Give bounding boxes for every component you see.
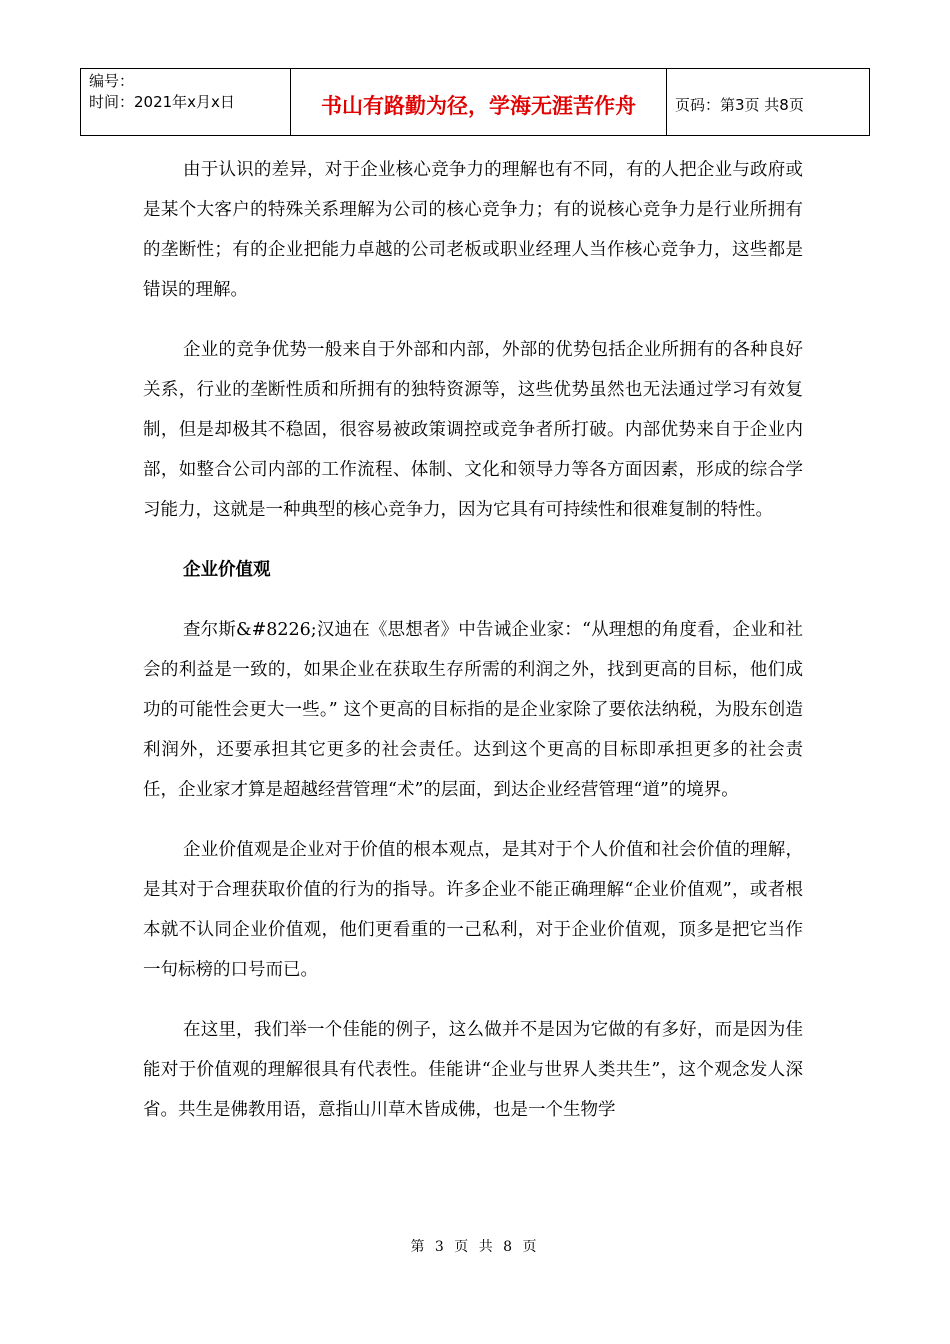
header-motto: 书山有路勤为径，学海无涯苦作舟 — [291, 69, 667, 136]
body-paragraph: 查尔斯&#8226;汉迪在《思想者》中告诫企业家：“从理想的角度看，企业和社会的利益是一致的，如果企业在获取生存所需的利润之外，找到更高的目标，他们成功的可能性会更大一些。” 这个更高的目标指的是企业家除了要依法纳税，为股东创造利润外，还要承担其它更多的社会责任。达到这个更高的目标即承担更多的社会责任，企业家才算是超越经营管理“术”的层面，到达企业经营管理“道”的境界。 — [143, 620, 803, 800]
document-time-label: 时间：2021年x月x日 — [89, 93, 235, 111]
document-body — [143, 150, 803, 1150]
document-number-label: 编号： — [89, 72, 135, 90]
document-header — [80, 68, 870, 136]
body-paragraph: 由于认识的差异，对于企业核心竞争力的理解也有不同，有的人把企业与政府或是某个大客户的特殊关系理解为公司的核心竞争力；有的说核心竞争力是行业所拥有的垄断性；有的企业把能力卓越的公司老板或职业经理人当作核心竞争力，这些都是错误的理解。 — [143, 160, 803, 300]
body-paragraph: 企业的竞争优势一般来自于外部和内部，外部的优势包括企业所拥有的各种良好关系，行业的垄断性质和所拥有的独特资源等，这些优势虽然也无法通过学习有效复制，但是却极其不稳固，很容易被政策调控或竞争者所打破。内部优势来自于企业内部，如整合公司内部的工作流程、体制、文化和领导力等各方面因素，形成的综合学习能力，这就是一种典型的核心竞争力，因为它具有可持续性和很难复制的特性。 — [143, 340, 803, 520]
header-meta-cell — [81, 69, 291, 136]
body-paragraph: 企业价值观是企业对于价值的根本观点，是其对于个人价值和社会价值的理解，是其对于合理获取价值的行为的指导。许多企业不能正确理解“企业价值观”，或者根本就不认同企业价值观，他们更看重的一己私利，对于企业价值观，顶多是把它当作一句标榜的口号而已。 — [143, 840, 803, 980]
body-paragraph: 在这里，我们举一个佳能的例子，这么做并不是因为它做的有多好，而是因为佳能对于价值观的理解很具有代表性。佳能讲“企业与世界人类共生”，这个观念发人深省。共生是佛教用语，意指山川草木皆成佛，也是一个生物学 — [143, 1020, 803, 1120]
header-page-info: 页码：第3页 共8页 — [667, 69, 870, 136]
section-heading: 企业价值观 — [183, 560, 271, 580]
page-footer: 第 3 页 共 8 页 — [410, 1239, 540, 1255]
